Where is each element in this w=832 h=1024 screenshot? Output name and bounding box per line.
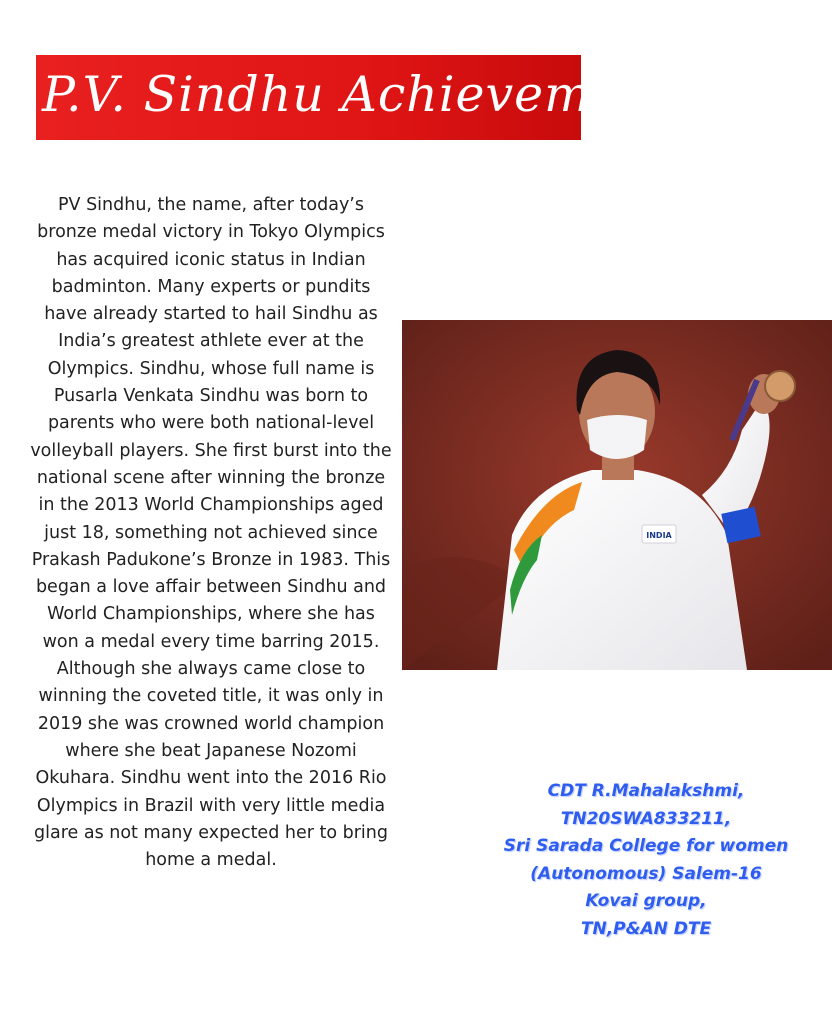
page-title: P.V. Sindhu Achievement (42, 66, 675, 123)
athlete-photo (402, 320, 832, 670)
author-credit (466, 778, 826, 943)
jacket-badge-text: INDIA (646, 531, 672, 540)
article-paragraph: PV Sindhu, the name, after today’s bronze medal victory in Tokyo Olympics has acquired iconic status in Indian badminton. Many experts or pundits have already started to hail Sindhu as India’s greatest athlete ever at the Olympics. Sindhu, whose full name is Pusarla Venkata Sindhu was born to parents who were both national-level volleyball players. She first burst into the national scene after winning the bronze in the 2013 World Championships aged just 18, something not achieved since Prakash Padukone’s Bronze in 1983. This began a love affair between Sindhu and World Championships, where she has won a medal every time barring 2015. Although she always came close to winning the coveted title, it was only in 2019 she was crowned world champion where she beat Japanese Nozomi Okuhara. Sindhu went into the 2016 Rio Olympics in Brazil with very little media glare as not many expected her to bring home a medal. (30, 195, 392, 871)
author-line-6: TN,P&AN DTE (580, 918, 712, 939)
author-line-4: (Autonomous) Salem-16 (530, 863, 762, 884)
author-line-2: TN20SWA833211, (560, 808, 732, 829)
author-line-3: Sri Sarada College for women (503, 836, 789, 856)
athlete-photo-illustration (402, 320, 832, 670)
author-line-5: Kovai group, (585, 891, 707, 911)
author-line-1: CDT R.Mahalakshmi, (547, 781, 745, 801)
title-banner (36, 55, 675, 140)
